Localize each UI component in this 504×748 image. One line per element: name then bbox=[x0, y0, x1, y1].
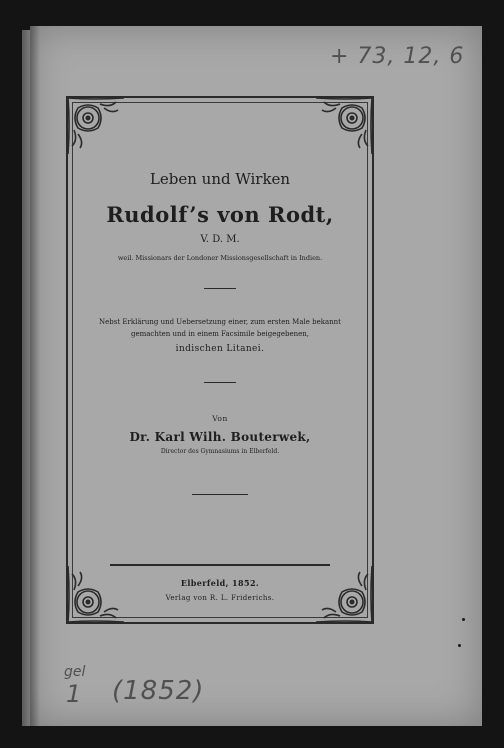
title-main: Rudolf’s von Rodt, bbox=[106, 202, 334, 227]
divider-rule bbox=[204, 288, 236, 289]
handwritten-year: (1852) bbox=[112, 676, 205, 706]
author-name: Dr. Karl Wilh. Bouterwek, bbox=[129, 430, 311, 444]
title-line-1: Leben und Wirken bbox=[149, 170, 291, 188]
title-line-4: weil. Missionars der Londoner Missionsgesellschaft in Indien. bbox=[117, 254, 323, 262]
author-by: Von bbox=[212, 414, 228, 423]
paper-speck bbox=[458, 644, 461, 647]
handwritten-shelfmark: + 73, 12, 6 bbox=[330, 44, 465, 69]
corner-ornament-icon bbox=[306, 94, 376, 164]
spine-shadow bbox=[30, 26, 40, 726]
divider-rule bbox=[204, 382, 236, 383]
imprint-publisher: Verlag von R. L. Friderichs. bbox=[165, 594, 275, 602]
divider-rule bbox=[192, 494, 248, 495]
handwritten-note: gel bbox=[64, 664, 86, 680]
subtitle-line-1: Nebst Erklärung und Uebersetzung einer, zum ersten Male bekannt bbox=[99, 318, 341, 326]
imprint-place-year: Elberfeld, 1852. bbox=[180, 578, 260, 588]
title-line-3: V. D. M. bbox=[200, 234, 240, 245]
author-role: Director des Gymnasiums in Elberfeld. bbox=[160, 448, 280, 455]
handwritten-note: 1 bbox=[66, 680, 82, 708]
subtitle-line-2: gemachten und in einem Facsimile beigegebenen, bbox=[130, 330, 310, 338]
imprint-rule bbox=[110, 564, 330, 566]
corner-ornament-icon bbox=[64, 556, 134, 626]
corner-ornament-icon bbox=[306, 556, 376, 626]
subtitle-line-3: indischen Litanei. bbox=[175, 344, 265, 354]
corner-ornament-icon bbox=[64, 94, 134, 164]
paper-speck bbox=[462, 618, 465, 621]
